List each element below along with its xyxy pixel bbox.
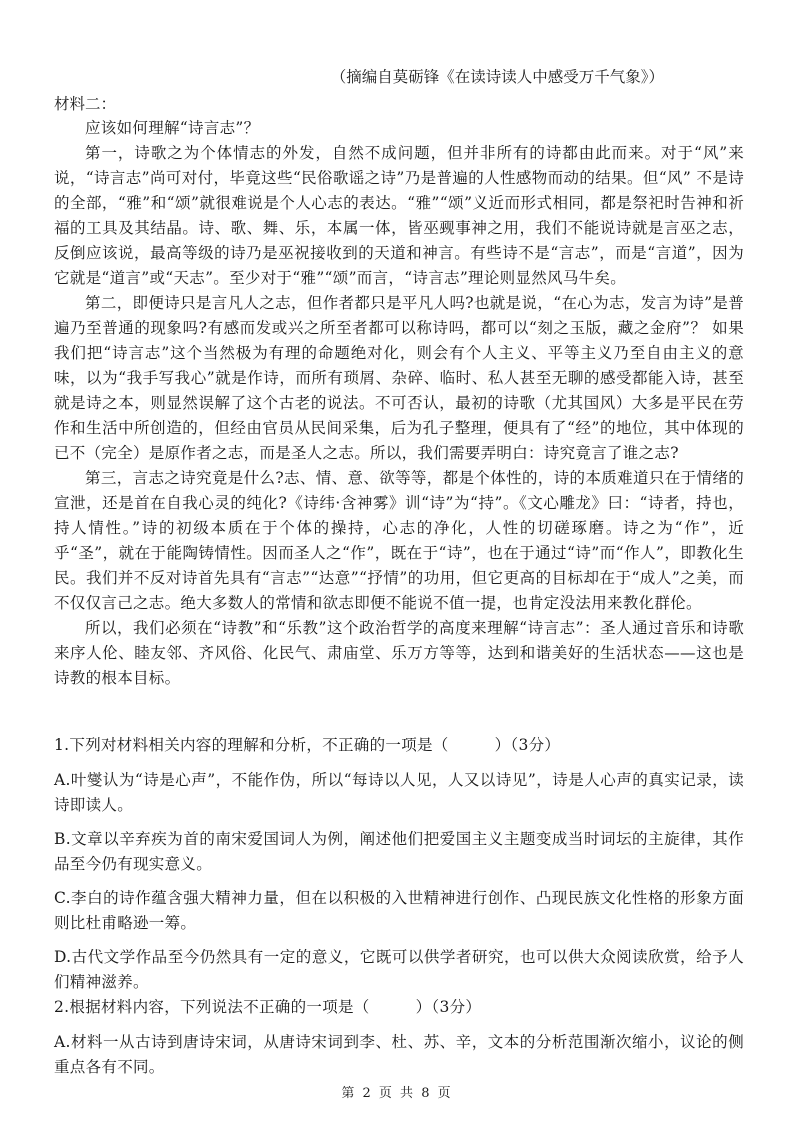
question-2-text: 2.根据材料内容，下列说法不正确的一项是（ [54, 998, 370, 1016]
question-1-text: 1.下列对材料相关内容的理解和分析，不正确的一项是（ [54, 736, 449, 754]
question-1-score: ）（3分） [494, 736, 561, 754]
paragraph-third: 第三，言志之诗究竟是什么?志、情、意、欲等等，都是个体性的，诗的本质难道只在于情绪的宣泄，还是首在自我心灵的纯化?《诗纬·含神雾》训“诗”为“持”。《文心雕龙》曰：“诗者，持也，持人情性。”诗的初级本质在于个体的操持，心志的净化，人性的切磋琢磨。诗之为“作”，近乎“圣”，就在于能陶铸情性。因而圣人之“作”，既在于“诗”，也在于通过“诗”而“作人”，即教化生民。我们并不反对诗首先具有“言志”“达意”“抒情”的功用，但它更高的目标却在于“成人”之美，而不仅仅言己之志。绝大多数人的常情和欲志即便不能说不值一提，也肯定没法用来教化群伦。 [54, 469, 744, 612]
paragraph-question: 应该如何理解“诗言志”？ [85, 119, 260, 137]
question-section [54, 733, 744, 1089]
material-label: 材料二： [54, 95, 117, 113]
question-1-option-c: C.李白的诗作蕴含强大精神力量，但在以积极的入世精神进行创作、凸现民族文化性格的形象方面则比杜甫略逊一筹。 [54, 889, 744, 932]
question-1-option-a: A.叶燮认为“诗是心声”，不能作伪，所以“每诗以人见，人又以诗见”，诗是人心声的真实记录，读诗即读人。 [54, 771, 744, 814]
paragraph-second: 第二，即便诗只是言凡人之志，但作者都只是平凡人吗?也就是说，“在心为志，发言为诗”是普遍乃至普通的现象吗?有感而发或兴之所至者都可以称诗吗，都可以“刻之玉版，藏之金府”？ 如果我们把“诗言志”这个当然极为有理的命题绝对化，则会有个人主义、平等主义乃至自由主义的意味，以为“我手写我心”就是作诗，而所有琐屑、杂碎、临时、私人甚至无聊的感受都能入诗，甚至就是诗之本，则显然误解了这个古老的说法。不可否认，最初的诗歌（尤其国风）大多是平民在劳作和生活中所创造的，但经由官员从民间采集，后为孔子整理，便具有了“经”的地位，其中体现的已不（完全）是原作者之志，而是圣人之志。所以，我们需要弄明白：诗究竟言了谁之志? [54, 294, 744, 462]
question-1-option-b: B.文章以辛弃疾为首的南宋爱国词人为例，阐述他们把爱国主义主题变成当时词坛的主旋律，其作品至今仍有现实意义。 [54, 830, 744, 873]
paragraph-conclusion: 所以，我们必须在“诗教”和“乐教”这个政治哲学的高度来理解“诗言志”：圣人通过音乐和诗歌来序人伦、睦友邻、齐风俗、化民气、肃庙堂、乐万方等等，达到和谐美好的生活状态——这也是诗教的根本目标。 [54, 619, 744, 687]
question-2-option-a: A.材料一从古诗到唐诗宋词，从唐诗宋词到李、杜、苏、辛，文本的分析范围渐次缩小，议论的侧重点各有不同。 [54, 1033, 744, 1076]
question-2-stem [54, 995, 744, 1020]
source-citation: （摘编自莫砺锋《在读诗读人中感受万千气象》） [330, 68, 664, 86]
question-1-option-d: D.古代文学作品至今仍然具有一定的意义，它既可以供学者研究，也可以供大众阅读欣赏，给予人们精神滋养。 [54, 948, 744, 991]
question-2-score: ）（3分） [415, 998, 482, 1016]
page-number: 第 2 页 共 8 页 [341, 1086, 453, 1101]
paragraph-first: 第一，诗歌之为个体情志的外发，自然不成问题，但并非所有的诗都由此而来。对于“风”来说，“诗言志”尚可对付，毕竟这些“民俗歌谣之诗”乃是普遍的人性感物而动的结果。但“风” 不是诗的全部，“雅”和“颂”就很难说是个人心志的表达。“雅”“颂”义近而形式相同，都是祭祀时告神和祈福的工具及其结晶。诗、歌、舞、乐，本属一体，皆巫觋事神之用，我们不能说诗就是言巫之志，反倒应该说，最高等级的诗乃是巫祝接收到的天道和神言。有些诗不是“言志”，而是“言道”，因为它就是“道言”或“天志”。至少对于“雅”“颂”而言，“诗言志”理论则显然风马牛矣。 [54, 144, 744, 287]
material-two [54, 92, 744, 691]
question-1-stem [54, 733, 744, 758]
